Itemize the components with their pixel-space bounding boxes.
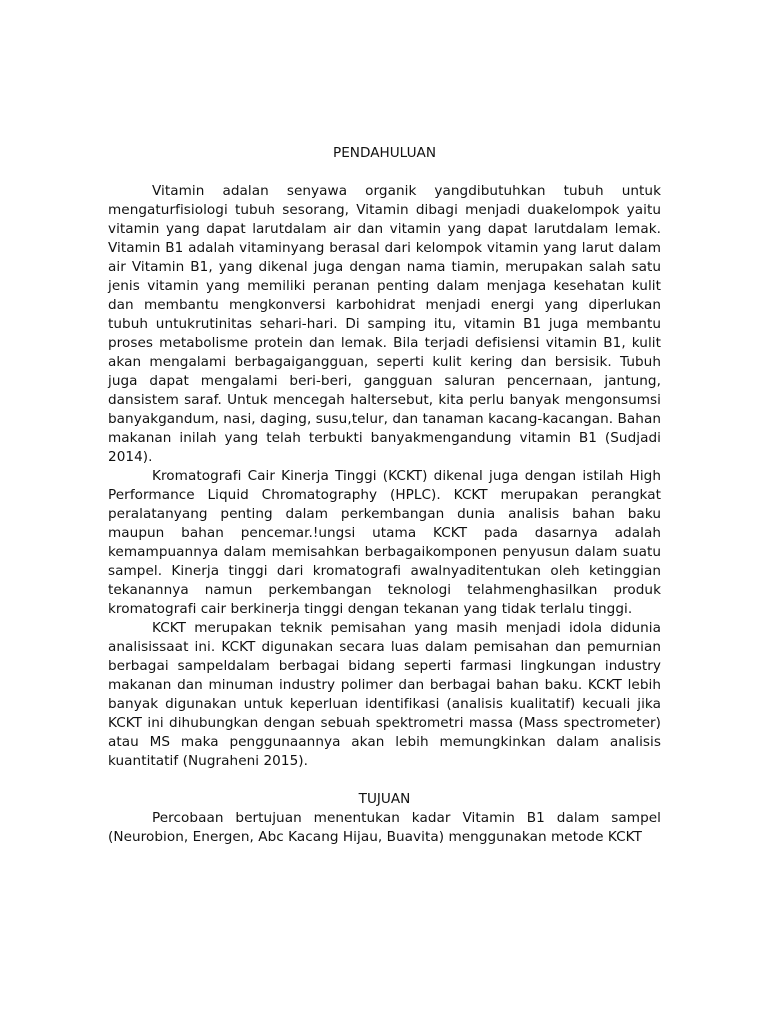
paragraph-kckt-definition: Kromatografi Cair Kinerja Tinggi (KCKT) dikenal juga dengan istilah High Performance Liquid Chromatography (HPLC). KCKT merupakan perangkat peralatanyang penting dalam perkembangan dunia analisis bahan baku maupun bahan pencemar.!ungsi utama KCKT pada dasarnya adalah kemampuannya dalam memisahkan berbagaikomponen penyusun dalam suatu sampel. Kinerja tinggi dari kromatografi awalnyaditentukan oleh ketinggian tekanannya namun perkembangan teknologi telahmenghasilkan produk kromatografi cair berkinerja tinggi dengan tekanan yang tidak terlalu tinggi. bbox=[108, 468, 661, 617]
section-heading-tujuan: TUJUAN bbox=[358, 791, 411, 807]
paragraph-kckt-usage: KCKT merupakan teknik pemisahan yang masih menjadi idola didunia analisissaat ini. KCKT digunakan secara luas dalam pemisahan dan pemurnian berbagai sampeldalam berbagai bidang seperti farmasi lingkungan industry makanan dan minuman industry polimer dan berbagai bahan baku. KCKT lebih banyak digunakan untuk keperluan identifikasi (analisis kualitatif) kecuali jika KCKT ini dihubungkan dengan sebuah spektrometri massa (Mass spectrometer) atau MS maka penggunaannya akan lebih memungkinkan dalam analisis kuantitatif (Nugraheni 2015). bbox=[108, 620, 661, 769]
paragraph-vitamin-b1: Vitamin adalan senyawa organik yangdibutuhkan tubuh untuk mengaturfisiologi tubuh sesorang, Vitamin dibagi menjadi duakelompok yaitu vitamin yang dapat larutdalam air dan vitamin yang dapat larutdalam lemak. Vitamin B1 adalah vitaminyang berasal dari kelompok vitamin yang larut dalam air Vitamin B1, yang dikenal juga dengan nama tiamin, merupakan salah satu jenis vitamin yang memiliki peranan penting dalam menjaga kesehatan kulit dan membantu mengkonversi karbohidrat menjadi energi yang diperlukan tubuh untukrutinitas sehari-hari. Di samping itu, vitamin B1 juga membantu proses metabolisme protein dan lemak. Bila terjadi defisiensi vitamin B1, kulit akan mengalami berbagaigangguan, seperti kulit kering dan bersisik. Tubuh juga dapat mengalami beri-beri, gangguan saluran pencernaan, jantung, dansistem saraf. Untuk mencegah haltersebut, kita perlu banyak mengonsumsi banyakgandum, nasi, daging, susu,telur, dan tanaman kacang-kacangan. Bahan makanan inilah yang telah terbukti banyakmengandung vitamin B1 (Sudjadi 2014). bbox=[108, 183, 661, 465]
paragraph-tujuan: Percobaan bertujuan menentukan kadar Vitamin B1 dalam sampel (Neurobion, Energen, Abc Kacang Hijau, Buavita) menggunakan metode KCKT bbox=[108, 810, 661, 845]
document-page bbox=[108, 144, 661, 847]
section-heading-pendahuluan: PENDAHULUAN bbox=[333, 145, 436, 161]
